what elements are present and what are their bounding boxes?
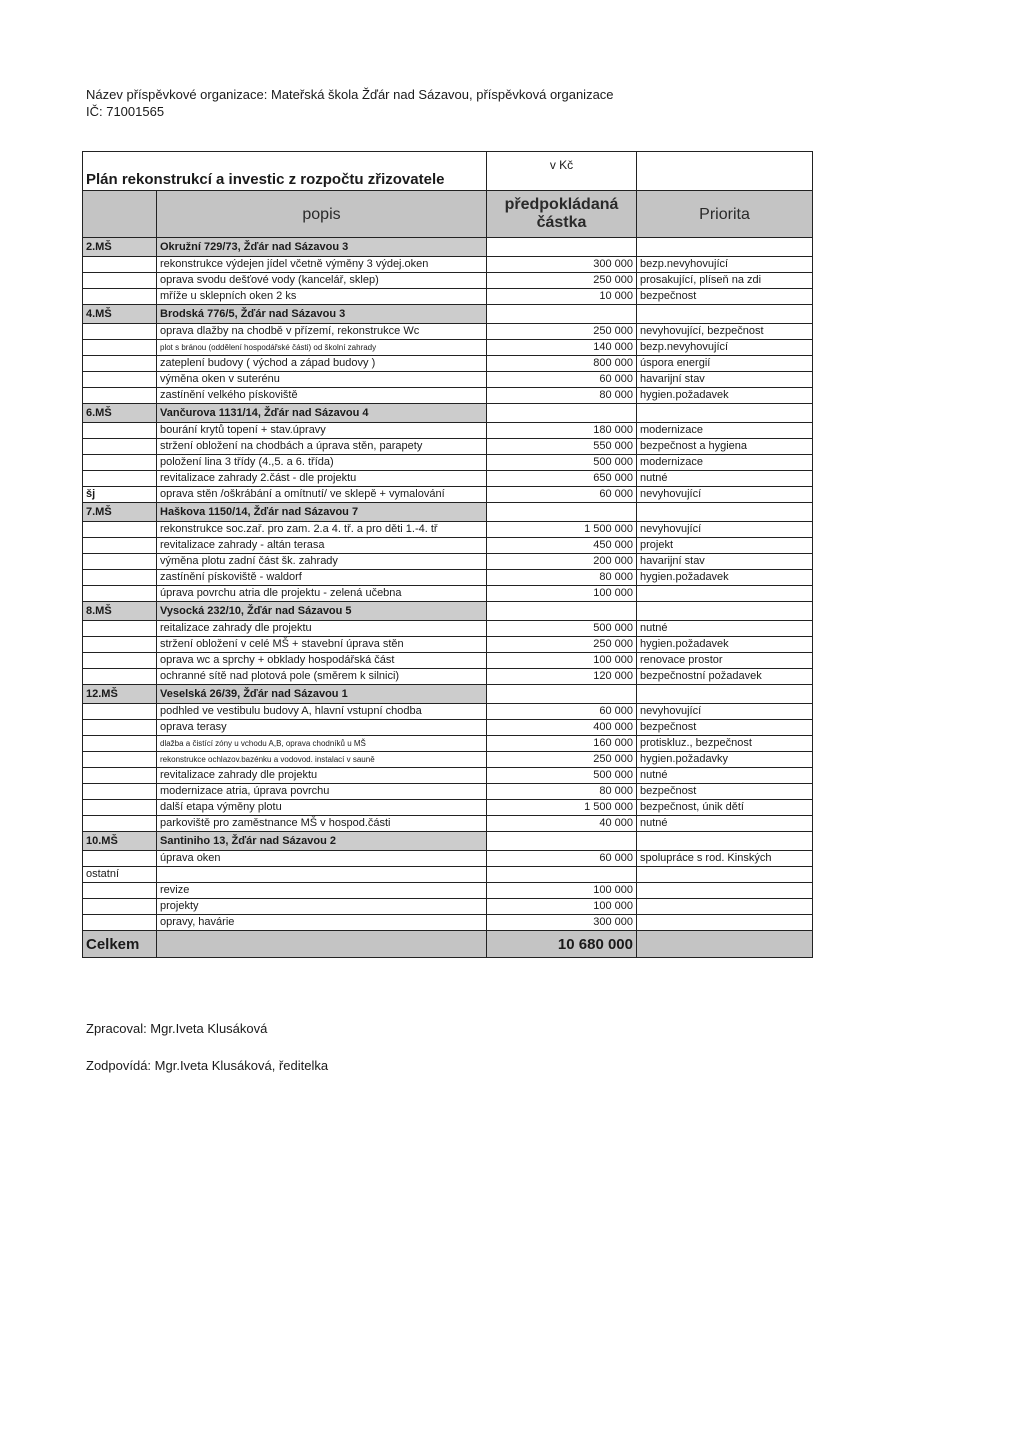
empty-cell: [487, 602, 637, 621]
row-code: [83, 800, 157, 816]
item-priority: bezpečnost: [637, 784, 813, 800]
item-amount: 140 000: [487, 340, 637, 356]
item-priority: hygien.požadavek: [637, 570, 813, 586]
section-header-row: [83, 305, 813, 324]
section-name: Brodská 776/5, Žďár nad Sázavou 3: [157, 305, 487, 324]
item-priority: nevyhovující: [637, 487, 813, 503]
row-code: [83, 883, 157, 899]
item-amount: 550 000: [487, 439, 637, 455]
footer-prepared-by: Zpracoval: Mgr.Iveta Klusáková: [86, 1021, 268, 1036]
row-code: [83, 423, 157, 439]
section-name: Okružní 729/73, Žďár nad Sázavou 3: [157, 238, 487, 257]
item-amount: 100 000: [487, 586, 637, 602]
table-row: [83, 471, 813, 487]
item-description: oprava terasy: [157, 720, 487, 736]
item-priority: modernizace: [637, 423, 813, 439]
item-description: úprava oken: [157, 851, 487, 867]
row-code: [83, 554, 157, 570]
table-row: [83, 637, 813, 653]
section-name: Veselská 26/39, Žďár nad Sázavou 1: [157, 685, 487, 704]
table-title-row: [83, 152, 813, 191]
row-code: [83, 372, 157, 388]
item-priority: nutné: [637, 816, 813, 832]
table-row: [83, 538, 813, 554]
item-amount: 80 000: [487, 388, 637, 404]
item-amount: 100 000: [487, 883, 637, 899]
section-header-row: [83, 503, 813, 522]
table-row: [83, 273, 813, 289]
section-code: 7.MŠ: [83, 503, 157, 522]
table-row: [83, 800, 813, 816]
item-description: zastínění pískoviště - waldorf: [157, 570, 487, 586]
item-priority: nutné: [637, 768, 813, 784]
row-code: [83, 736, 157, 752]
table-row: [83, 570, 813, 586]
item-priority: spolupráce s rod. Kinských: [637, 851, 813, 867]
row-code: [83, 522, 157, 538]
total-row: [83, 931, 813, 958]
table-row: [83, 768, 813, 784]
row-code: [83, 720, 157, 736]
item-amount: 650 000: [487, 471, 637, 487]
item-description: podhled ve vestibulu budovy A, hlavní vstupní chodba: [157, 704, 487, 720]
table-title: Plán rekonstrukcí a investic z rozpočtu zřizovatele: [83, 152, 487, 191]
empty-cell: [637, 305, 813, 324]
total-label: Celkem: [83, 931, 157, 958]
row-code: [83, 784, 157, 800]
empty-cell: [83, 191, 157, 238]
empty-cell: [637, 404, 813, 423]
table-row: [83, 720, 813, 736]
section-code: 10.MŠ: [83, 832, 157, 851]
table-row: [83, 487, 813, 503]
table-row: [83, 324, 813, 340]
organization-ic: IČ: 71001565: [86, 104, 165, 119]
item-description: dlažba a čistící zóny u vchodu A,B, oprava chodníků u MŠ: [157, 736, 487, 752]
item-priority: [637, 586, 813, 602]
empty-cell: [157, 931, 487, 958]
section-name: Vysocká 232/10, Žďár nad Sázavou 5: [157, 602, 487, 621]
item-description: projekty: [157, 899, 487, 915]
row-code: [83, 439, 157, 455]
table-row: [83, 289, 813, 305]
table-row: [83, 867, 813, 883]
item-priority: bezp.nevyhovující: [637, 340, 813, 356]
item-description: úprava povrchu atria dle projektu - zelená učebna: [157, 586, 487, 602]
empty-cell: [637, 931, 813, 958]
row-code: [83, 340, 157, 356]
section-header-row: [83, 238, 813, 257]
item-description: revitalizace zahrady 2.část - dle projektu: [157, 471, 487, 487]
table-row: [83, 257, 813, 273]
row-code: [83, 388, 157, 404]
item-description: oprava stěn /oškrábání a omítnutí/ ve sklepě + vymalování: [157, 487, 487, 503]
item-description: stržení obložení na chodbách a úprava stěn, parapety: [157, 439, 487, 455]
row-code: [83, 538, 157, 554]
row-code: ostatní: [83, 867, 157, 883]
section-code: 6.MŠ: [83, 404, 157, 423]
item-description: parkoviště pro zaměstnance MŠ v hospod.části: [157, 816, 487, 832]
row-code: [83, 455, 157, 471]
item-amount: 80 000: [487, 570, 637, 586]
item-priority: hygien.požadavky: [637, 752, 813, 768]
table-row: [83, 372, 813, 388]
item-priority: nevyhovující: [637, 704, 813, 720]
table-row: [83, 752, 813, 768]
item-amount: [487, 867, 637, 883]
item-priority: bezpečnost: [637, 289, 813, 305]
item-priority: hygien.požadavek: [637, 388, 813, 404]
item-amount: 40 000: [487, 816, 637, 832]
row-code: [83, 669, 157, 685]
section-code: 12.MŠ: [83, 685, 157, 704]
row-code: [83, 257, 157, 273]
row-code: [83, 356, 157, 372]
row-code: [83, 570, 157, 586]
item-description: mříže u sklepních oken 2 ks: [157, 289, 487, 305]
item-amount: 250 000: [487, 273, 637, 289]
item-description: výměna oken v suterénu: [157, 372, 487, 388]
item-description: revitalizace zahrady - altán terasa: [157, 538, 487, 554]
item-priority: bezpečnost: [637, 720, 813, 736]
row-code: [83, 915, 157, 931]
item-description: výměna plotu zadní část šk. zahrady: [157, 554, 487, 570]
total-amount: 10 680 000: [487, 931, 637, 958]
investment-plan-table: [82, 151, 813, 958]
item-description: oprava svodu dešťové vody (kancelář, sklep): [157, 273, 487, 289]
section-name: Haškova 1150/14, Žďár nad Sázavou 7: [157, 503, 487, 522]
column-header-popis: popis: [157, 191, 487, 238]
column-header-row: [83, 191, 813, 238]
item-priority: bezpečnost a hygiena: [637, 439, 813, 455]
item-amount: 80 000: [487, 784, 637, 800]
row-code: [83, 899, 157, 915]
row-code: [83, 471, 157, 487]
row-code: [83, 586, 157, 602]
item-amount: 300 000: [487, 257, 637, 273]
row-code: [83, 273, 157, 289]
table-row: [83, 455, 813, 471]
item-priority: [637, 883, 813, 899]
empty-cell: [637, 503, 813, 522]
item-priority: [637, 899, 813, 915]
item-priority: havarijní stav: [637, 554, 813, 570]
empty-cell: [637, 152, 813, 191]
item-priority: nevyhovující, bezpečnost: [637, 324, 813, 340]
item-amount: 500 000: [487, 768, 637, 784]
item-amount: 160 000: [487, 736, 637, 752]
table-row: [83, 586, 813, 602]
item-priority: hygien.požadavek: [637, 637, 813, 653]
column-header-priorita: Priorita: [637, 191, 813, 238]
row-code: [83, 768, 157, 784]
item-description: revitalizace zahrady dle projektu: [157, 768, 487, 784]
item-amount: 60 000: [487, 704, 637, 720]
empty-cell: [487, 238, 637, 257]
item-priority: nutné: [637, 471, 813, 487]
item-amount: 60 000: [487, 851, 637, 867]
item-priority: bezpečnost, únik dětí: [637, 800, 813, 816]
item-amount: 800 000: [487, 356, 637, 372]
table-row: [83, 554, 813, 570]
item-amount: 10 000: [487, 289, 637, 305]
table-row: [83, 883, 813, 899]
table-row: [83, 669, 813, 685]
empty-cell: [487, 305, 637, 324]
item-priority: havarijní stav: [637, 372, 813, 388]
item-priority: projekt: [637, 538, 813, 554]
row-code: [83, 637, 157, 653]
table-row: [83, 340, 813, 356]
item-amount: 400 000: [487, 720, 637, 736]
item-amount: 180 000: [487, 423, 637, 439]
item-priority: [637, 867, 813, 883]
item-description: [157, 867, 487, 883]
item-amount: 250 000: [487, 752, 637, 768]
item-description: modernizace atria, úprava povrchu: [157, 784, 487, 800]
item-priority: protiskluz., bezpečnost: [637, 736, 813, 752]
table-row: [83, 439, 813, 455]
item-description: bourání krytů topení + stav.úpravy: [157, 423, 487, 439]
item-amount: 120 000: [487, 669, 637, 685]
item-amount: 250 000: [487, 637, 637, 653]
item-description: zastínění velkého pískoviště: [157, 388, 487, 404]
table-row: [83, 915, 813, 931]
item-amount: 1 500 000: [487, 800, 637, 816]
item-description: položení lina 3 třídy (4.,5. a 6. třída): [157, 455, 487, 471]
item-priority: modernizace: [637, 455, 813, 471]
item-description: plot s bránou (oddělení hospodářské části) od školní zahrady: [157, 340, 487, 356]
table-row: [83, 621, 813, 637]
item-description: reitalizace zahrady dle projektu: [157, 621, 487, 637]
empty-cell: [637, 685, 813, 704]
table-row: [83, 899, 813, 915]
table-row: [83, 816, 813, 832]
table-row: [83, 653, 813, 669]
row-code: [83, 816, 157, 832]
table-row: [83, 704, 813, 720]
item-description: rekonstrukce ochlazov.bazénku a vodovod. instalací v sauně: [157, 752, 487, 768]
item-priority: úspora energií: [637, 356, 813, 372]
table-row: [83, 736, 813, 752]
item-amount: 200 000: [487, 554, 637, 570]
table-row: [83, 423, 813, 439]
item-amount: 100 000: [487, 653, 637, 669]
organization-name: Název příspěvkové organizace: Mateřská škola Žďár nad Sázavou, příspěvková organizace: [86, 87, 614, 102]
item-description: rekonstrukce výdejen jídel včetně výměny 3 výdej.oken: [157, 257, 487, 273]
item-description: oprava dlažby na chodbě v přízemí, rekonstrukce Wc: [157, 324, 487, 340]
row-code: [83, 752, 157, 768]
row-code: šj: [83, 487, 157, 503]
section-header-row: [83, 685, 813, 704]
row-code: [83, 324, 157, 340]
unit-label: v Kč: [487, 152, 637, 191]
item-priority: bezpečnostní požadavek: [637, 669, 813, 685]
item-amount: 500 000: [487, 621, 637, 637]
item-amount: 300 000: [487, 915, 637, 931]
section-header-row: [83, 602, 813, 621]
row-code: [83, 851, 157, 867]
empty-cell: [637, 602, 813, 621]
item-amount: 500 000: [487, 455, 637, 471]
item-priority: nevyhovující: [637, 522, 813, 538]
empty-cell: [487, 685, 637, 704]
item-priority: nutné: [637, 621, 813, 637]
item-description: oprava wc a sprchy + obklady hospodářská část: [157, 653, 487, 669]
table-row: [83, 522, 813, 538]
empty-cell: [637, 238, 813, 257]
item-priority: renovace prostor: [637, 653, 813, 669]
empty-cell: [487, 503, 637, 522]
column-header-castka: předpokládaná částka: [487, 191, 637, 238]
item-amount: 450 000: [487, 538, 637, 554]
item-priority: bezp.nevyhovující: [637, 257, 813, 273]
row-code: [83, 653, 157, 669]
row-code: [83, 289, 157, 305]
empty-cell: [637, 832, 813, 851]
item-priority: prosakující, plíseň na zdi: [637, 273, 813, 289]
item-amount: 100 000: [487, 899, 637, 915]
footer-responsible: Zodpovídá: Mgr.Iveta Klusáková, ředitelka: [86, 1058, 329, 1073]
table-row: [83, 784, 813, 800]
section-header-row: [83, 404, 813, 423]
table-row: [83, 388, 813, 404]
row-code: [83, 704, 157, 720]
empty-cell: [487, 404, 637, 423]
section-name: Santiniho 13, Žďár nad Sázavou 2: [157, 832, 487, 851]
item-description: rekonstrukce soc.zař. pro zam. 2.a 4. tř. a pro děti 1.-4. tř: [157, 522, 487, 538]
item-amount: 250 000: [487, 324, 637, 340]
table-row: [83, 851, 813, 867]
item-amount: 1 500 000: [487, 522, 637, 538]
table-row: [83, 356, 813, 372]
section-name: Vančurova 1131/14, Žďár nad Sázavou 4: [157, 404, 487, 423]
item-amount: 60 000: [487, 372, 637, 388]
empty-cell: [487, 832, 637, 851]
item-description: opravy, havárie: [157, 915, 487, 931]
row-code: [83, 621, 157, 637]
item-description: zateplení budovy ( východ a západ budovy ): [157, 356, 487, 372]
item-description: další etapa výměny plotu: [157, 800, 487, 816]
item-description: stržení obložení v celé MŠ + stavební úprava stěn: [157, 637, 487, 653]
item-description: ochranné sítě nad plotová pole (směrem k silnici): [157, 669, 487, 685]
item-amount: 60 000: [487, 487, 637, 503]
organization-header: [86, 86, 614, 120]
section-code: 4.MŠ: [83, 305, 157, 324]
item-description: revize: [157, 883, 487, 899]
section-code: 8.MŠ: [83, 602, 157, 621]
item-priority: [637, 915, 813, 931]
section-header-row: [83, 832, 813, 851]
section-code: 2.MŠ: [83, 238, 157, 257]
